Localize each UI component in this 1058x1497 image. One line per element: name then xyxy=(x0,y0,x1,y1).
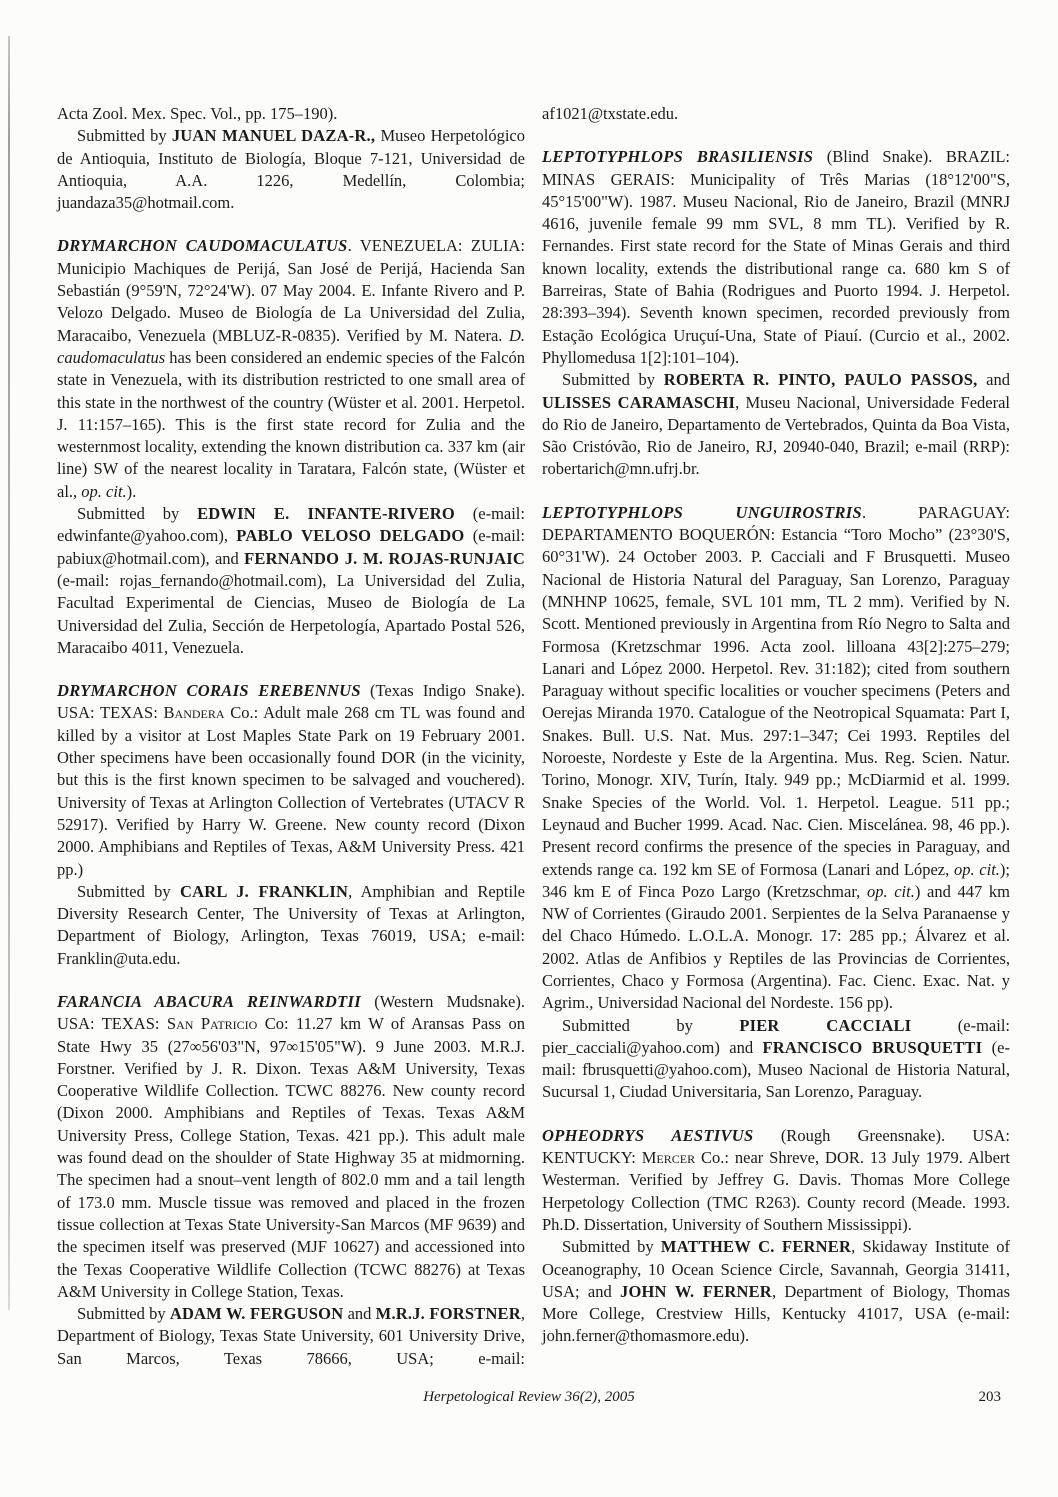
submission-pinto-passos-caramaschi xyxy=(542,369,1010,480)
text: and xyxy=(977,370,1010,390)
author-name: EDWIN E. INFANTE-RIVERO xyxy=(197,504,455,524)
county-name: San Patricio xyxy=(166,1014,258,1034)
record-opheodrys-aestivus xyxy=(542,1125,1010,1236)
italic-text: D. caudomaculatus xyxy=(57,325,525,367)
text: Submitted by xyxy=(77,881,180,901)
author-name: ADAM W. FERGUSON xyxy=(169,1304,344,1324)
author-name: PIER CACCIALI xyxy=(739,1015,912,1035)
text: , Amphibian and Reptile Diversity Research Center, The University of Texas at Arlington, Department of Biology, Arlington, Texas 76019, USA; e-mail: Franklin@uta.edu. xyxy=(57,881,525,968)
county-name: Mercer xyxy=(641,1148,696,1168)
text: (e-mail: pier_cacciali@yahoo.com) and xyxy=(542,1015,1010,1057)
page-footer xyxy=(0,1389,1058,1406)
text: Co.: near Shreve, DOR. 13 July 1979. Albert Westerman. Verified by Jeffrey G. Davis. Thomas More College Herpetology Collection (TMC R263). County record (Meade. 1993. Ph.D. Dissertation, University of Southern Mississippi). xyxy=(542,1148,1011,1234)
submission-franklin xyxy=(57,881,525,970)
text: , Skidaway Institute of Oceanography, 10 Ocean Science Circle, Savannah, Georgia 31411, USA; and xyxy=(542,1237,1010,1301)
author-name: CARL J. FRANKLIN xyxy=(180,881,349,901)
italic-text: op. cit. xyxy=(953,859,1000,879)
text: , Department of Biology, Texas State University, 601 University Drive, San Marcos, Texas 78666, USA; e-mail: xyxy=(57,1304,526,1368)
text: . PARAGUAY: DEPARTAMENTO BOQUERÓN: Estancia “Toro Mocho” (23°30'S, 60°31'W). 24 October 2003. P. Cacciali and F Brusquetti. Museo Nacional de Historia Natural del Paraguay, San Lorenzo, Paraguay (MNHNP 10625, female, SVL 101 mm, TL 2 mm). Verified by N. Scott. Mentioned previously in Argentina from Río Negro to Salta and Formosa (Kretzschmar 1996. Acta zool. lilloana 43[2]:275–279; Lanari and López 2000. Herpetol. Rev. 31:182); cited from southern Paraguay without specific localities or voucher specimens (Peters and Oerejas Miranda 1970. Catalogue of the Neotropical Squamata: Part I, Snakes. Bull. U.S. Nat. Mus. 297:1–347; Cei 1993. Reptiles del Noroeste, Nordeste y Este de la Argentina. Mus. Reg. Scien. Natur. Torino, Monogr. XIV, Turín, Italy. 949 pp.; McDiarmid et al. 1999. Snake Species of the World. Vol. 1. Herpetol. League. 511 pp.; Leynaud and Bucher 1999. Acad. Nac. Cien. Miscelánea. 98, 46 pp.). Present record confirms the presence of the species in Paraguay, and extends range ca. 192 km SE of Formosa (Lanari and López, xyxy=(542,502,1010,879)
species-name: LEPTOTYPHLOPS UNGUIROSTRIS xyxy=(542,502,862,522)
continued-citation xyxy=(57,103,525,125)
scan-artifact-line xyxy=(8,36,10,1310)
text: ) and 447 km NW of Corrientes (Giraudo 2001. Serpientes de la Selva Paranaense y del Chaco Húmedo. L.O.L.A. Monogr. 17: 285 pp.; Álvarez et al. 2002. Atlas de Anfibios y Reptiles de las Provincias de Corrientes, Corrientes, Chaco y Formosa (Argentina). Fac. Cienc. Exac. Nat. y Agrim., Universidad Nacional del Nordeste. 156 pp). xyxy=(542,881,1010,1013)
text: (Rough Greensnake). USA: KENTUCKY: xyxy=(542,1125,1011,1168)
record-leptotyphlops-unguirostris xyxy=(542,502,1010,1015)
submission-ferguson-forstner xyxy=(57,1303,525,1370)
text: (Western Mudsnake). USA: TEXAS: xyxy=(57,991,525,1034)
record-drymarchon-corais-erebennus xyxy=(57,680,525,881)
text: , Museu Nacional, Universidade Federal do Rio de Janeiro, Departamento de Vertebrados, Quinta da Boa Vista, São Cristóvão, Rio de Janeiro, RJ, 20940-040, Brazil; e-mail (RRP): robertarich@mn.ufrj.br. xyxy=(542,392,1010,479)
text: (e-mail: rojas_fernando@hotmail.com), La Universidad del Zulia, Facultad Experimental de Ciencias, Museo de Biología de La Universidad del Zulia, Sección de Herpetología, Apartado Postal 526, Maracaibo 4011, Venezuela. xyxy=(57,570,525,657)
submission-ferner xyxy=(542,1236,1010,1347)
species-name: DRYMARCHON CAUDOMACULATUS xyxy=(57,236,348,256)
italic-text: op. cit. xyxy=(866,881,915,901)
record-leptotyphlops-brasiliensis xyxy=(542,146,1010,369)
text: af1021@txstate.edu. xyxy=(542,104,679,123)
submission-infante-rivero xyxy=(57,503,525,659)
county-name: Bandera xyxy=(163,703,225,723)
text: and xyxy=(343,1304,376,1324)
text: (Texas Indigo Snake). USA: TEXAS: xyxy=(57,681,525,723)
text: ). xyxy=(126,481,137,501)
text: ); 346 km E of Finca Pozo Largo (Kretzschmar, xyxy=(542,859,1010,901)
author-name: JUAN MANUEL DAZA-R., xyxy=(171,126,376,146)
submission-daza xyxy=(57,125,525,214)
text: Submitted by xyxy=(562,1015,740,1035)
text: Submitted by xyxy=(562,1237,661,1257)
author-name: FERNANDO J. M. ROJAS-RUNJAIC xyxy=(244,548,525,568)
text: Submitted by xyxy=(77,504,198,524)
right-column xyxy=(542,103,1010,1348)
text: Submitted by xyxy=(562,370,664,390)
left-column xyxy=(57,103,525,1370)
author-name: PABLO VELOSO DELGADO xyxy=(236,526,465,546)
author-name: JOHN W. FERNER xyxy=(620,1281,772,1301)
footer-page-number: 203 xyxy=(978,1389,1001,1405)
text: (e-mail: fbrusquetti@yahoo.com), Museo Nacional de Historia Natural, Sucursal 1, Ciudad Universitaria, San Lorenzo, Paraguay. xyxy=(542,1037,1010,1102)
record-farancia-abacura-reinwardtii xyxy=(57,991,525,1303)
text: Submitted by xyxy=(77,1304,170,1324)
text: (e-mail: edwinfante@yahoo.com), xyxy=(57,504,525,546)
author-name: M.R.J. FORSTNER xyxy=(375,1304,521,1324)
author-name: FRANCISCO BRUSQUETTI xyxy=(762,1037,983,1057)
species-name: OPHEODRYS AESTIVUS xyxy=(542,1125,754,1145)
text: , Department of Biology, Thomas More College, Crestview Hills, Kentucky 41017, USA (e-mail: john.ferner@thomasmore.edu). xyxy=(542,1281,1010,1346)
text: Co: 11.27 km W of Aransas Pass on State Hwy 35 (27∞56'03"N, 97∞15'05"W). 9 June 2003. M.R.J. Forstner. Verified by J. R. Dixon. Texas A&M University, Texas Cooperative Wildlife Collection. TCWC 88276. New county record (Dixon 2000. Amphibians and Reptiles of Texas. Texas A&M University Press, College Station, Texas. 421 pp.). This adult male was found dead on the shoulder of State Highway 35 at midmorning. The specimen had a snout–vent length of 802.0 mm and a tail length of 173.0 mm. Muscle tissue was removed and placed in the frozen tissue collection at Texas State University-San Marcos (MF 9639) and the specimen itself was preserved (MJF 10627) and accessioned into the Texas Cooperative Wildlife Collection (TCWC 88276) at Texas A&M University in College Station, Texas. xyxy=(57,1014,525,1301)
text: . VENEZUELA: ZULIA: Municipio Machiques de Perijá, San José de Perijá, Hacienda San Sebastián (9°59'N, 72°24'W). 07 May 2004. E. Infante Rivero and P. Velozo Delgado. Museo de Biología de La Universidad del Zulia, Maracaibo, Venezuela (MBLUZ-R-0835). Verified by M. Natera. xyxy=(57,236,525,345)
record-drymarchon-caudomaculatus xyxy=(57,235,525,503)
text: Submitted by xyxy=(77,126,172,146)
text: (Blind Snake). BRAZIL: MINAS GERAIS: Municipality of Três Marias (18°12'00"S, 45°15'00"W). 1987. Museu Nacional, Rio de Janeiro, Brazil (MNRJ 4616, juvenile female 99 mm SVL, 8 mm TL). Verified by R. Fernandes. First state record for the State of Minas Gerais and third known locality, extends the distributional range ca. 680 km S of Barreiras, State of Bahia (Rodrigues and Puorto 1994. J. Herpetol. 28:393–394). Seventh known specimen, recorded previously from Estação Ecológica Uruçuí-Una, State of Piauí. (Curcio et al., 2002. Phyllomedusa 1[2]:101–104). xyxy=(542,147,1010,367)
submission-cacciali-brusquetti xyxy=(542,1015,1010,1104)
author-name: ROBERTA R. PINTO, PAULO PASSOS, xyxy=(663,370,978,390)
text: Museo Herpetológico de Antioquia, Instituto de Biología, Bloque 7-121, Universidad de Antioquia, A.A. 1226, Medellín, Colombia; juandaza35@hotmail.com. xyxy=(57,126,525,213)
author-name: ULISSES CARAMASCHI xyxy=(542,392,736,412)
text: Acta Zool. Mex. Spec. Vol., pp. 175–190). xyxy=(57,104,338,123)
text: (e-mail: pabiux@hotmail.com), and xyxy=(57,526,525,568)
italic-text: op. cit. xyxy=(81,481,127,501)
author-name: MATTHEW C. FERNER xyxy=(660,1237,852,1257)
species-name: FARANCIA ABACURA REINWARDTII xyxy=(57,991,361,1011)
text: has been considered an endemic species of the Falcón state in Venezuela, with its distribution restricted to one small area of this state in the northwest of the country (Wüster et al. 2001. Herpetol. J. 11:157–165). This is the first state record for Zulia and the westernmost locality, extending the known distribution ca. 337 km (air line) SW of the nearest locality in Taratara, Falcón state, (Wüster et al., xyxy=(57,347,525,501)
continued-email xyxy=(542,103,1010,125)
species-name: LEPTOTYPHLOPS BRASILIENSIS xyxy=(542,147,814,167)
footer-journal-line: Herpetological Review 36(2), 2005 xyxy=(423,1389,635,1405)
species-name: DRYMARCHON CORAIS EREBENNUS xyxy=(57,681,361,701)
text: Co.: Adult male 268 cm TL was found and killed by a visitor at Lost Maples State Park on 19 February 2001. Other specimens have been occasionally found DOR (in the vicinity, but this is the first known specimen to be salvaged and vouchered). University of Texas at Arlington Collection of Vertebrates (UTACV R 52917). Verified by Harry W. Greene. New county record (Dixon 2000. Amphibians and Reptiles of Texas, A&M University Press. 421 pp.) xyxy=(57,703,526,879)
